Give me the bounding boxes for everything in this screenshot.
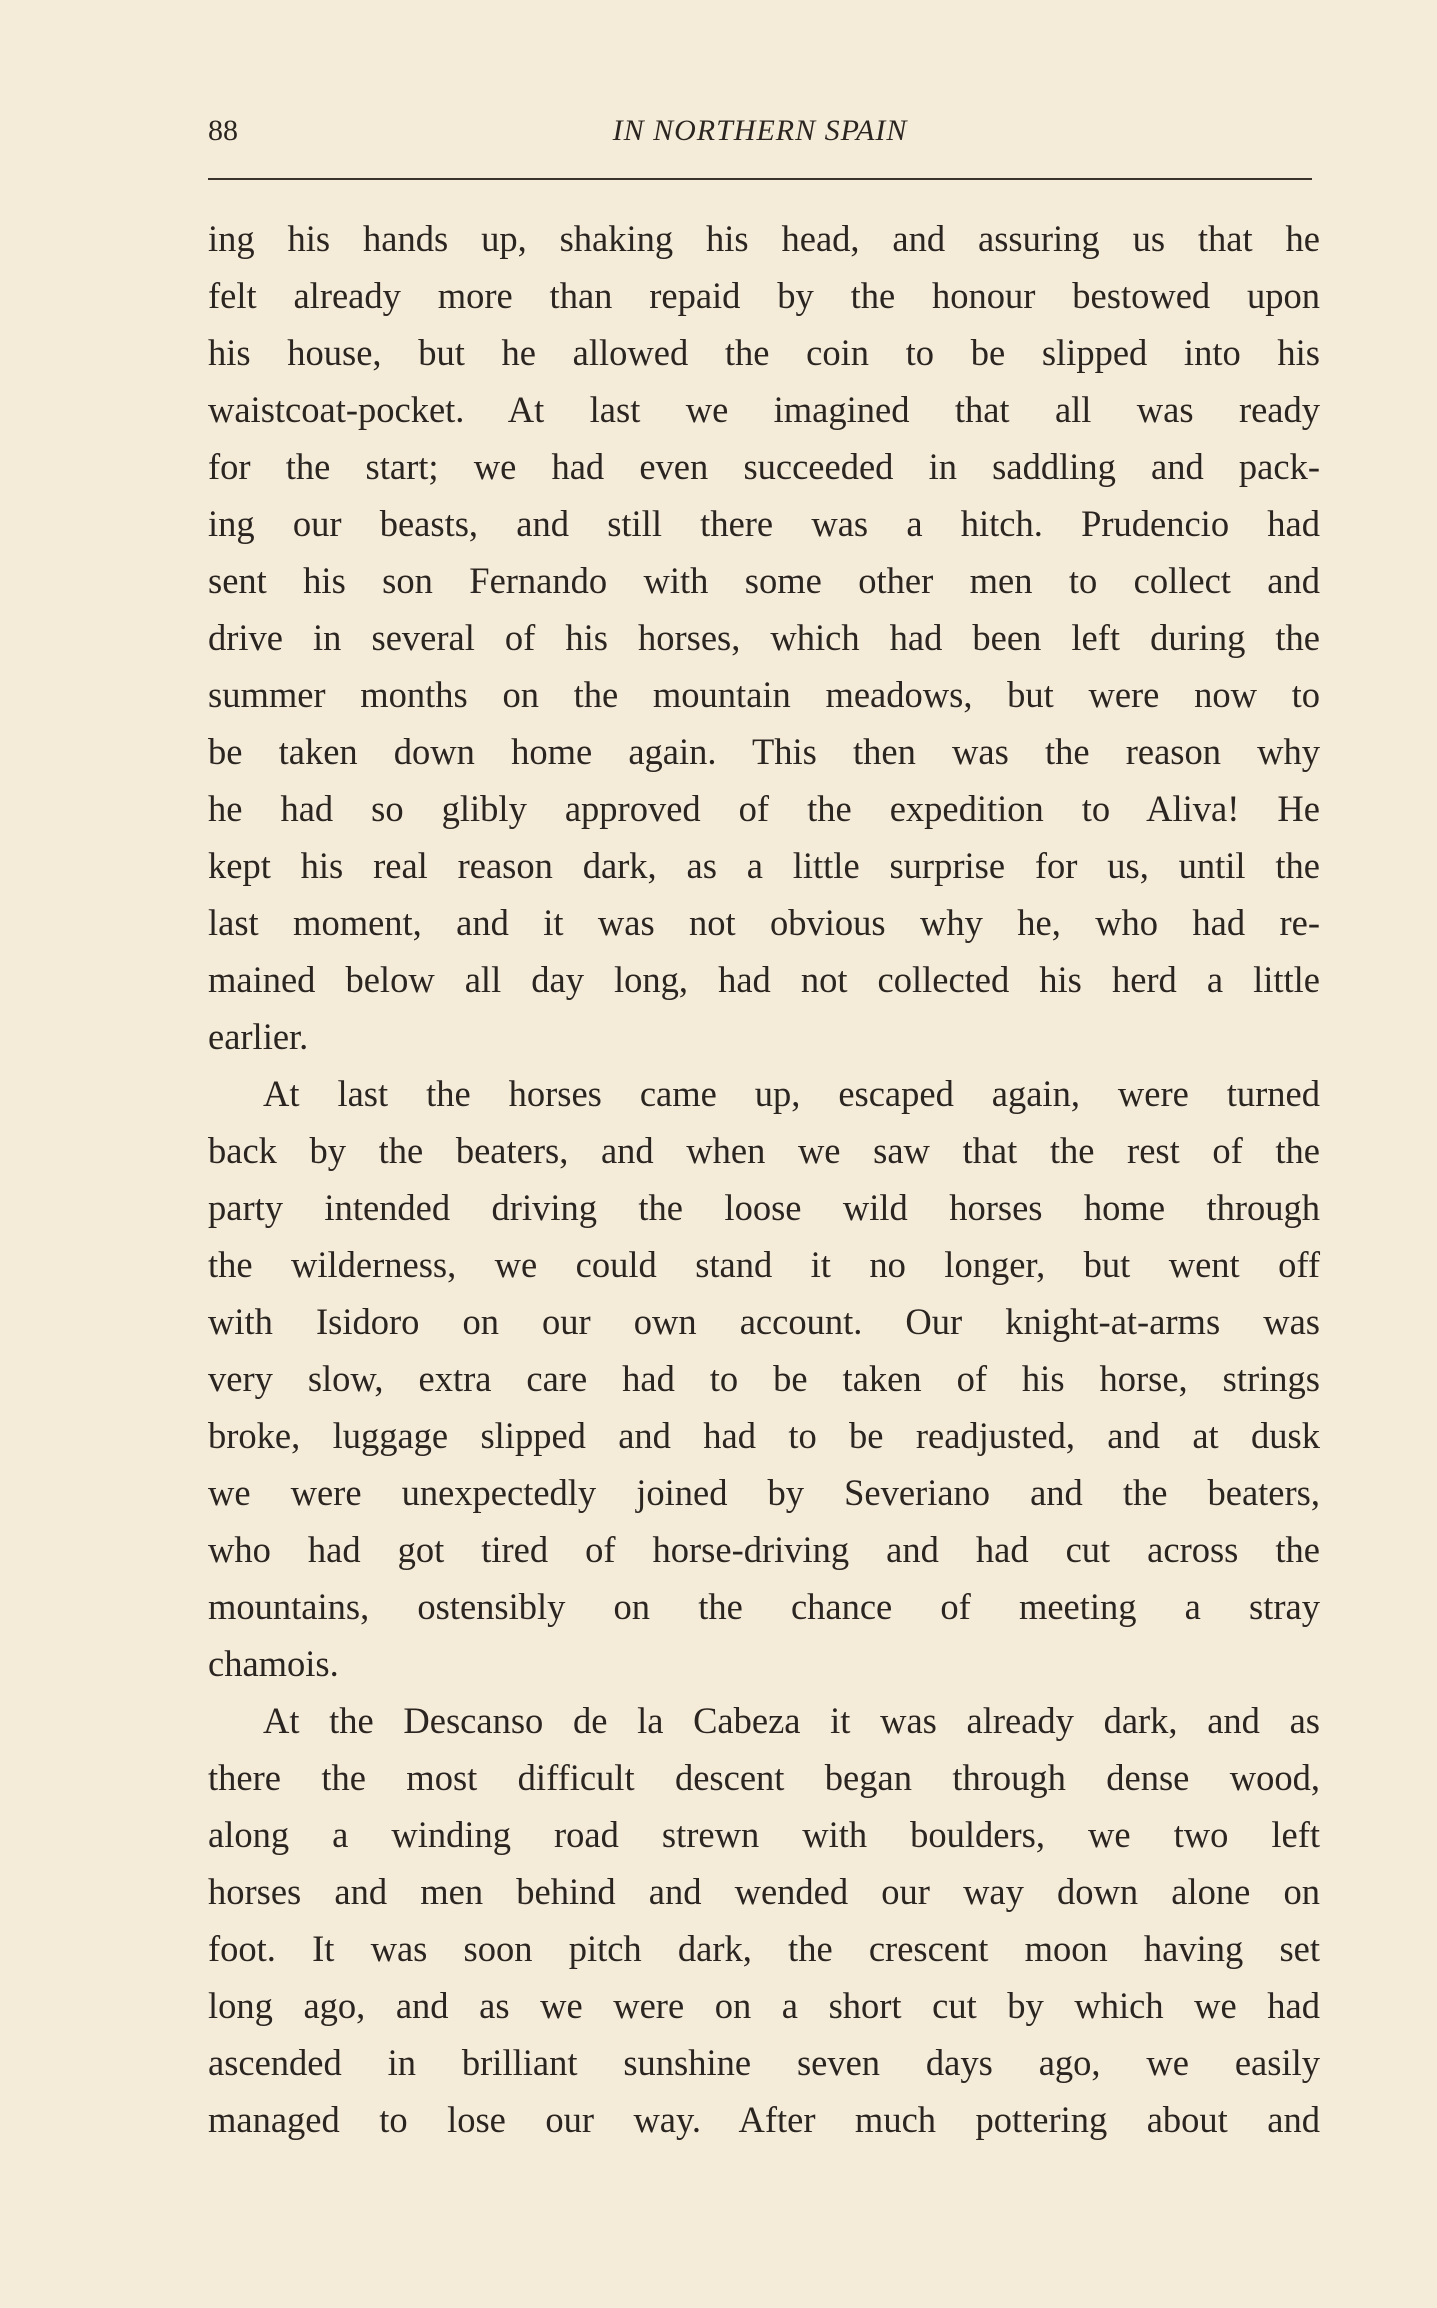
text-line: At the Descanso de la Cabeza it was already dark, and as bbox=[263, 1700, 1320, 1741]
text-line: ing his hands up, shaking his head, and assuring us that he bbox=[208, 218, 1320, 259]
text-line: felt already more than repaid by the honour bestowed upon bbox=[208, 275, 1320, 316]
text-line: back by the beaters, and when we saw that the rest of the bbox=[208, 1130, 1320, 1171]
text-line: there the most difficult descent began through dense wood, bbox=[208, 1757, 1320, 1798]
text-line: waistcoat-pocket. At last we imagined that all was ready bbox=[208, 389, 1320, 430]
text-line: mained below all day long, had not collected his herd a little bbox=[208, 959, 1320, 1000]
text-line: managed to lose our way. After much pottering about and bbox=[208, 2099, 1320, 2140]
text-line: ing our beasts, and still there was a hitch. Prudencio had bbox=[208, 503, 1320, 544]
text-line: with Isidoro on our own account. Our knight-at-arms was bbox=[208, 1301, 1320, 1342]
text-line: party intended driving the loose wild horses home through bbox=[208, 1187, 1320, 1228]
text-line: broke, luggage slipped and had to be readjusted, and at dusk bbox=[208, 1415, 1320, 1456]
text-line: long ago, and as we were on a short cut by which we had bbox=[208, 1985, 1320, 2026]
text-line: drive in several of his horses, which had been left during the bbox=[208, 617, 1320, 658]
text-line: At last the horses came up, escaped again, were turned bbox=[263, 1073, 1320, 1114]
text-line: mountains, ostensibly on the chance of meeting a stray bbox=[208, 1586, 1320, 1627]
text-line: very slow, extra care had to be taken of his horse, strings bbox=[208, 1358, 1320, 1399]
running-title: IN NORTHERN SPAIN bbox=[612, 114, 908, 147]
body-text bbox=[208, 210, 1320, 2148]
text-line: foot. It was soon pitch dark, the crescent moon having set bbox=[208, 1928, 1320, 1969]
text-line: the wilderness, we could stand it no longer, but went off bbox=[208, 1244, 1320, 1285]
paragraph-1 bbox=[208, 210, 1320, 1065]
text-line: kept his real reason dark, as a little surprise for us, until the bbox=[208, 845, 1320, 886]
text-line: summer months on the mountain meadows, but were now to bbox=[208, 674, 1320, 715]
text-line: who had got tired of horse-driving and had cut across the bbox=[208, 1529, 1320, 1570]
page-header bbox=[208, 108, 1312, 154]
text-line: ascended in brilliant sunshine seven days ago, we easily bbox=[208, 2042, 1320, 2083]
text-line: his house, but he allowed the coin to be slipped into his bbox=[208, 332, 1320, 373]
text-line: we were unexpectedly joined by Severiano and the beaters, bbox=[208, 1472, 1320, 1513]
text-line: chamois. bbox=[208, 1643, 339, 1684]
text-line: be taken down home again. This then was the reason why bbox=[208, 731, 1320, 772]
text-line: horses and men behind and wended our way down alone on bbox=[208, 1871, 1320, 1912]
text-line: sent his son Fernando with some other men to collect and bbox=[208, 560, 1320, 601]
text-line: earlier. bbox=[208, 1016, 309, 1057]
page-number: 88 bbox=[208, 114, 238, 147]
text-line: along a winding road strewn with boulders, we two left bbox=[208, 1814, 1320, 1855]
paragraph-2 bbox=[208, 1065, 1320, 1692]
paragraph-3 bbox=[208, 1692, 1320, 2148]
header-rule bbox=[208, 178, 1312, 180]
text-line: last moment, and it was not obvious why he, who had re- bbox=[208, 902, 1320, 943]
text-line: he had so glibly approved of the expedition to Aliva! He bbox=[208, 788, 1320, 829]
text-line: for the start; we had even succeeded in saddling and pack- bbox=[208, 446, 1320, 487]
